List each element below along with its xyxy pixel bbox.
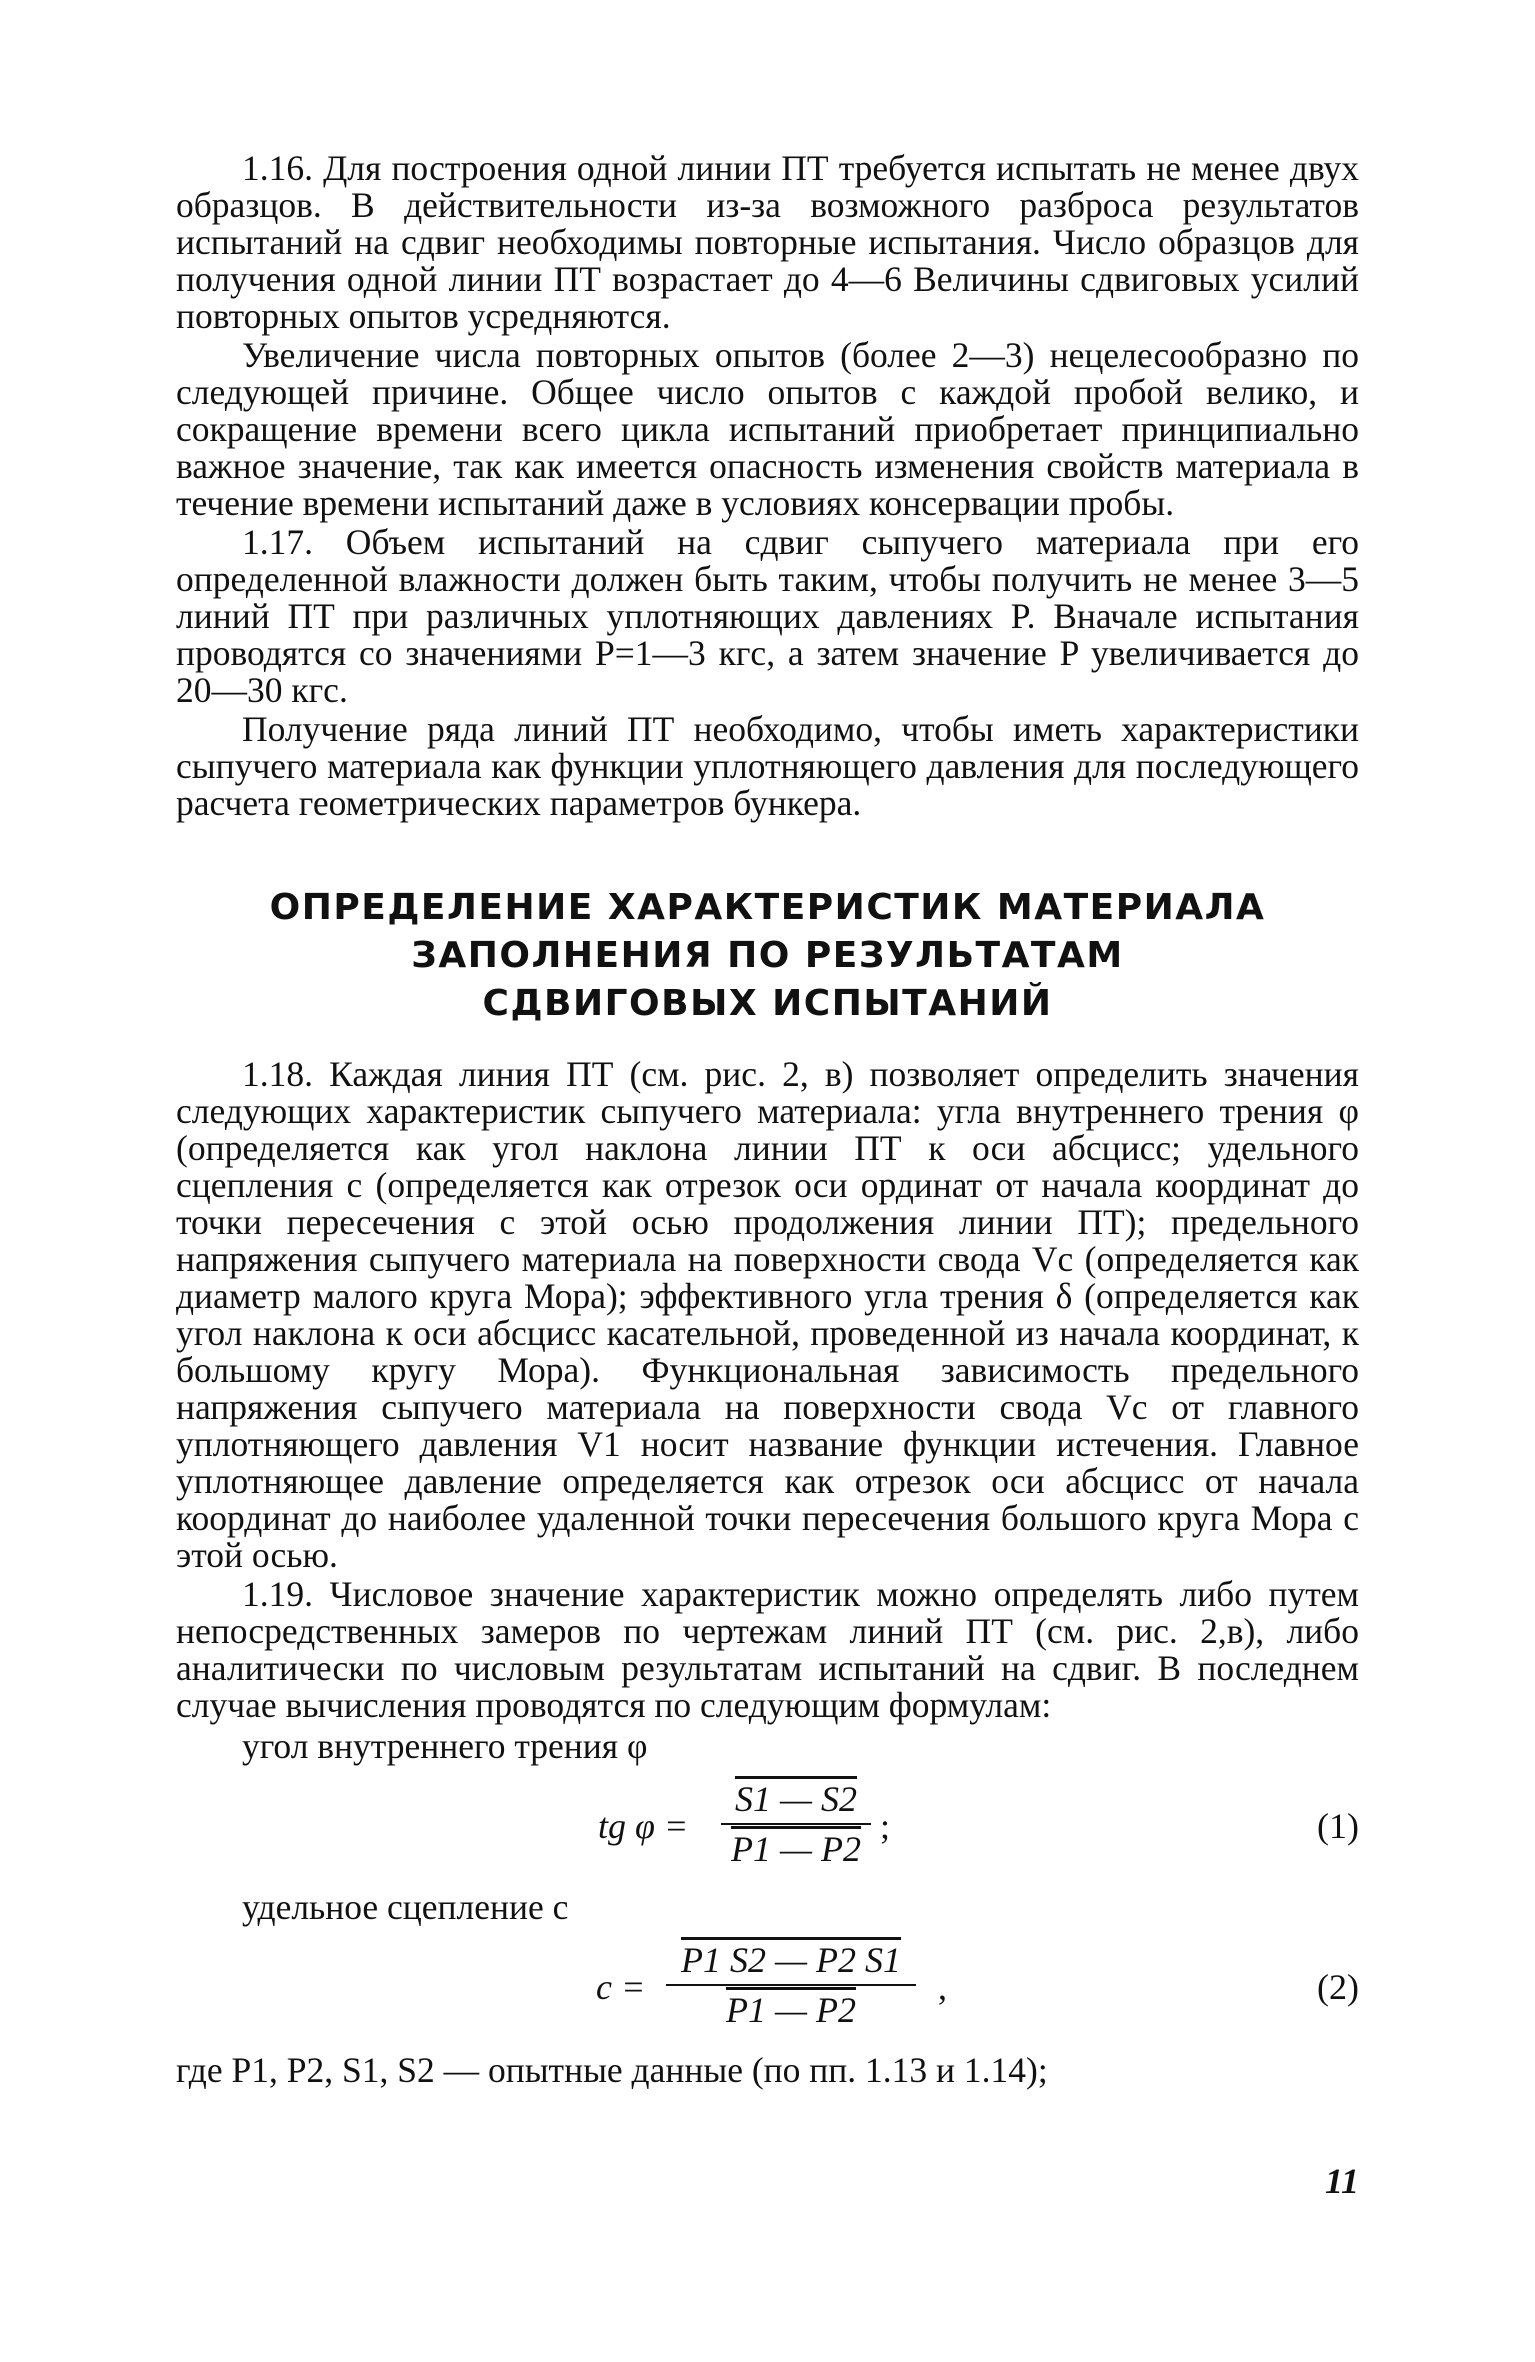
formula-1-label: угол внутреннего трения φ (242, 1726, 648, 1766)
formula-1-number: (1) (1317, 1806, 1359, 1846)
formula-2-fraction (666, 1938, 916, 2032)
formula-1-denominator: P1 — P2 (731, 1829, 861, 1869)
heading-line-1: ОПРЕДЕЛЕНИЕ ХАРАКТЕРИСТИК МАТЕРИАЛА (269, 887, 1266, 928)
fraction-bar (721, 1823, 871, 1825)
formula-1-trail: ; (880, 1806, 891, 1846)
formula-2-denominator: P1 — P2 (726, 1990, 856, 2030)
formula-2-numerator: P1 S2 — P2 S1 (681, 1940, 901, 1980)
formula-2-trail: , (938, 1967, 947, 2007)
paragraph-1-18: 1.18. Каждая линия ПТ (см. рис. 2, в) позволяет определить значения следующих характеристик сыпучего материала: угла внутреннего трения φ (определяется как угол наклона линии ПТ к оси абсцисс; удельного сцепления c (определяется как отрезок оси ординат от начала координат до точки пересечения с этой осью продолжения линии ПТ); предельного напряжения сыпучего материала на поверхности свода Vc (определяется как диаметр малого круга Мора); эффективного угла трения δ (определяется как угол наклона к оси абсцисс касательной, проведенной из начала координат, к большому кругу Мора). Функциональная зависимость предельного напряжения сыпучего материала на поверхности свода Vc от главного уплотняющего давления V1 носит название функции истечения. Главное уплотняющее давление определяется как отрезок оси абсцисс от начала координат до наиболее удаленной точки пересечения большого круга Мора с этой осью. (176, 1054, 1359, 1575)
page-number: 11 (1324, 2161, 1359, 2201)
paragraph-1-16: 1.16. Для построения одной линии ПТ требуется испытать не менее двух образцов. В действительности из-за возможного разброса результатов испытаний на сдвиг необходимы повторные испытания. Число образцов для получения одной линии ПТ возрастает до 4—6 Величины сдвиговых усилий повторных опытов усредняются. (176, 148, 1359, 336)
formula-2-number: (2) (1317, 1967, 1359, 2007)
formula-2-label: удельное сцепление c (242, 1887, 569, 1927)
formula-2 (176, 1926, 1359, 2046)
fraction-bar (666, 1984, 916, 1986)
heading-line-3: СДВИГОВЫХ ИСПЫТАНИЙ (482, 983, 1053, 1024)
formula-1-numerator: S1 — S2 (734, 1779, 857, 1819)
formula-1-fraction (721, 1777, 871, 1871)
formula-2-lhs: c = (596, 1967, 646, 2007)
section-heading (176, 884, 1359, 1028)
paragraph-1-17: 1.17. Объем испытаний на сдвиг сыпучего материала при его определенной влажности должен быть таким, чтобы получить не менее 3—5 линий ПТ при различных уплотняющих давлениях P. Вначале испытания проводятся со значениями P=1—3 кгс, а затем значение P увеличивается до 20—30 кгс. (176, 522, 1359, 710)
paragraph-1-17-continued: Получение ряда линий ПТ необходимо, чтобы иметь характеристики сыпучего материала как функции уплотняющего давления для последующего расчета геометрических параметров бункера. (176, 709, 1359, 823)
paragraph-1-19: 1.19. Числовое значение характеристик можно определять либо путем непосредственных замеров по чертежам линий ПТ (см. рис. 2,в), либо аналитически по числовым результатам испытаний на сдвиг. В последнем случае вычисления проводятся по следующим формулам: (176, 1574, 1359, 1725)
formula-legend: где P1, P2, S1, S2 — опытные данные (по пп. 1.13 и 1.14); (176, 2050, 1048, 2090)
page-body (176, 150, 1359, 2089)
paragraph-1-16-continued: Увеличение числа повторных опытов (более 2—3) нецелесообразно по следующей причине. Общее число опытов с каждой пробой велико, и сокращение времени всего цикла испытаний приобретает принципиально важное значение, так как имеется опасность изменения свойств материала в течение времени испытаний даже в условиях консервации пробы. (176, 335, 1359, 523)
heading-line-2: ЗАПОЛНЕНИЯ ПО РЕЗУЛЬТАТАМ (411, 935, 1124, 976)
formula-1-lhs: tg φ = (598, 1806, 689, 1846)
formula-1 (176, 1765, 1359, 1885)
